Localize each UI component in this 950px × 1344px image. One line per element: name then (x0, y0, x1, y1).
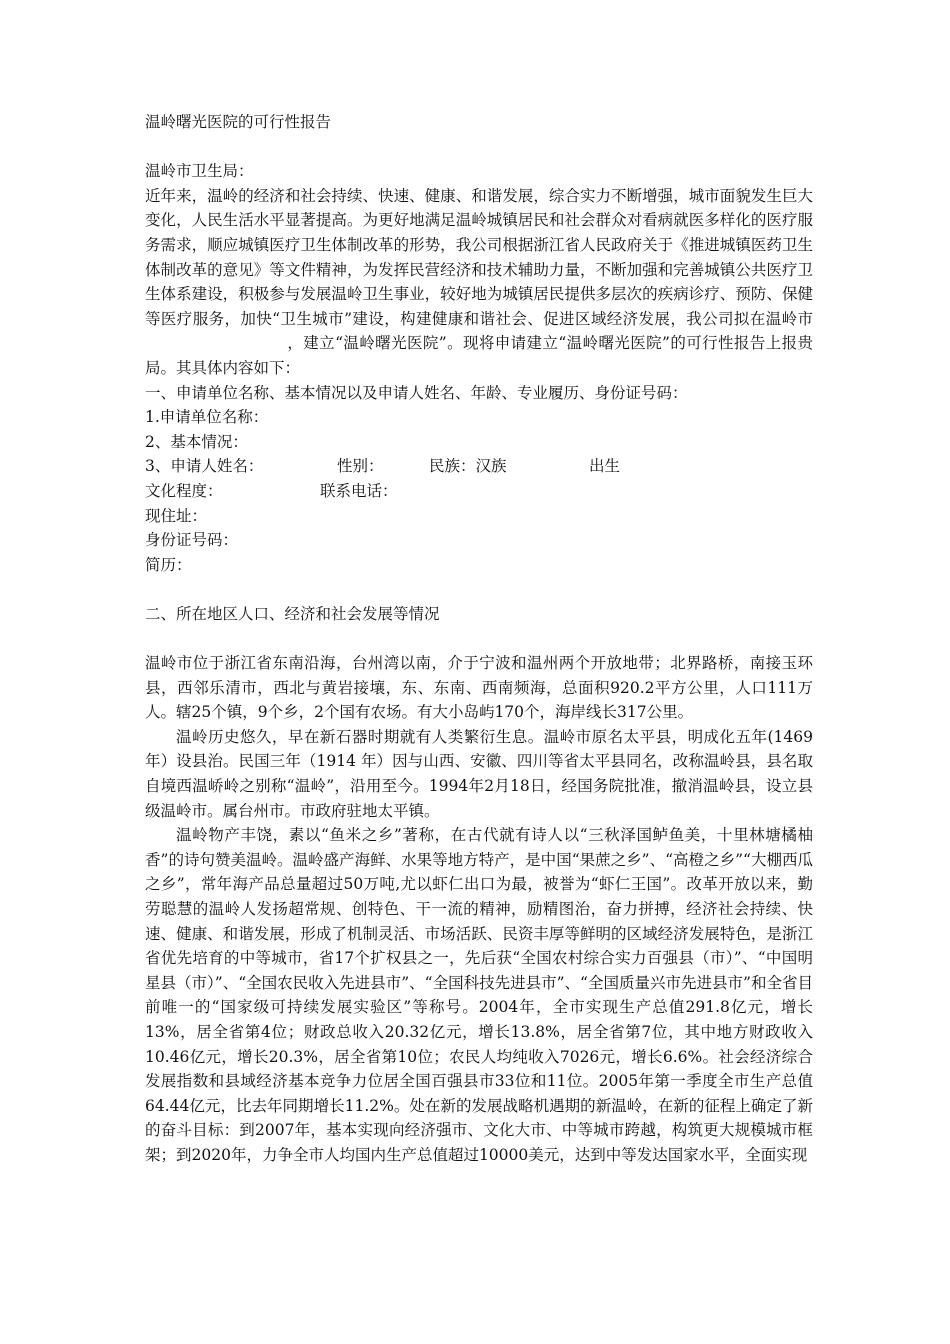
document-title: 温岭曙光医院的可行性报告 (145, 113, 332, 131)
section2-paragraph-2: 温岭历史悠久，早在新石器时期就有人类繁衍生息。温岭市原名太平县，明成化五年(1469年）设县治。民国三年（1914 年）因与山西、安徽、四川等省太平县同名，改称温岭县，县名取自境西温峤岭之别称“温岭”，沿用至今。1994年2月18日，经国务院批准，撤消温岭县，设立县级温岭市。属台州市。市政府驻地太平镇。 (145, 727, 813, 820)
applicant-row (145, 454, 813, 479)
document-page (145, 110, 813, 1168)
phone-label: 联系电话： (320, 481, 398, 500)
intro-text: 近年来，温岭的经济和社会持续、快速、健康、和谐发展，综合实力不断增强，城市面貌发生巨大变化，人民生活水平显著提高。为更好地满足温岭城镇居民和社会群众对看病就医多样化的医疗服务需求，顺应城镇医疗卫生体制改革的形势，我公司根据浙江省人民政府关于《推进城镇医药卫生体制改革的意见》等文件精神，为发挥民营经济和技术辅助力量，不断加强和完善城镇公共医疗卫生体系建设，积极参与发展温岭卫生事业，较好地为城镇居民提供多层次的疾病诊疗、预防、保健等医疗服务，加快“卫生城市”建设，构建健康和谐社会、促进区域经济发展，我公司拟在温岭市 (145, 186, 813, 328)
birth-label: 出生 (589, 457, 621, 476)
addressee: 温岭市卫生局： (145, 162, 254, 181)
ethnicity-label: 民族：汉族 (429, 457, 507, 476)
gender-label: 性别： (337, 457, 384, 476)
blank-line (145, 577, 813, 602)
resume-label: 简历： (145, 555, 192, 574)
unit-name-label: 1.申请单位名称： (145, 408, 269, 427)
section2-heading: 二、所在地区人口、经济和社会发展等情况 (145, 604, 440, 623)
blank-line (145, 135, 813, 160)
address-label: 现住址： (145, 506, 208, 525)
basic-info-label: 2、基本情况： (145, 432, 248, 451)
intro-paragraph (145, 184, 813, 381)
id-number-label: 身份证号码： (145, 531, 239, 550)
education-label: 文化程度： (145, 481, 223, 500)
section2-paragraph-3: 温岭物产丰饶，素以“鱼米之乡”著称，在古代就有诗人以“三秋泽国鲈鱼美，十里林塘橘柚香”的诗句赞美温岭。温岭盛产海鲜、水果等地方特产，是中国“果蔗之乡”、“高橙之乡”“大棚西瓜之乡”，常年海产品总量超过50万吨,尤以虾仁出口为最，被誉为“虾仁王国”。改革开放以来，勤劳聪慧的温岭人发扬超常规、创特色、干一流的精神，励精图治，奋力拼搏，经济社会持续、快速、健康、和谐发展，形成了机制灵活、市场活跃、民资丰厚等鲜明的区域经济发展特色，是浙江省优先培育的中等城市，省17个扩权县之一，先后获“全国农村综合实力百强县（市）”、“中国明星县（市）”、“全国农民收入先进县市”、“全国科技先进县市”、“全国质量兴市先进县市”和全省目前唯一的“国家级可持续发展实验区”等称号。2004年，全市实现生产总值291.8亿元，增长13%，居全省第4位；财政总收入20.32亿元，增长13.8%，居全省第7位，其中地方财政收入10.46亿元，增长20.3%，居全省第10位；农民人均纯收入7026元，增长6.6%。社会经济综合发展指数和县域经济基本竞争力位居全国百强县市33位和11位。2005年第一季度全市生产总值64.44亿元，比去年同期增长11.2%。处在新的发展战略机遇期的新温岭，在新的征程上确定了新的奋斗目标：到2007年，基本实现向经济强市、文化大市、中等城市跨越，构筑更大规模城市框架；到2020年，力争全市人均国内生产总值超过10000美元，达到中等发达国家水平，全面实现 (145, 826, 813, 1164)
section2-paragraph-1: 温岭市位于浙江省东南沿海，台州湾以南，介于宁波和温州两个开放地带；北界路桥，南接玉环县，西邻乐清市，西北与黄岩接壤，东、东南、西南频海，总面积920.2平方公里，人口111万人。辖25个镇，9个乡，2个国有农场。有大小岛屿170个，海岸线长317公里。 (145, 654, 813, 722)
blank-line (145, 626, 813, 651)
intro-tail-text: ，建立“温岭曙光医院”。现将申请建立“温岭曙光医院”的可行性报告上报贵局。其具体内容如下： (145, 334, 813, 377)
applicant-name-label: 3、申请人姓名： (145, 457, 264, 476)
section1-heading: 一、申请单位名称、基本情况以及申请人姓名、年龄、专业履历、身份证号码： (145, 383, 688, 402)
education-row (145, 479, 813, 504)
